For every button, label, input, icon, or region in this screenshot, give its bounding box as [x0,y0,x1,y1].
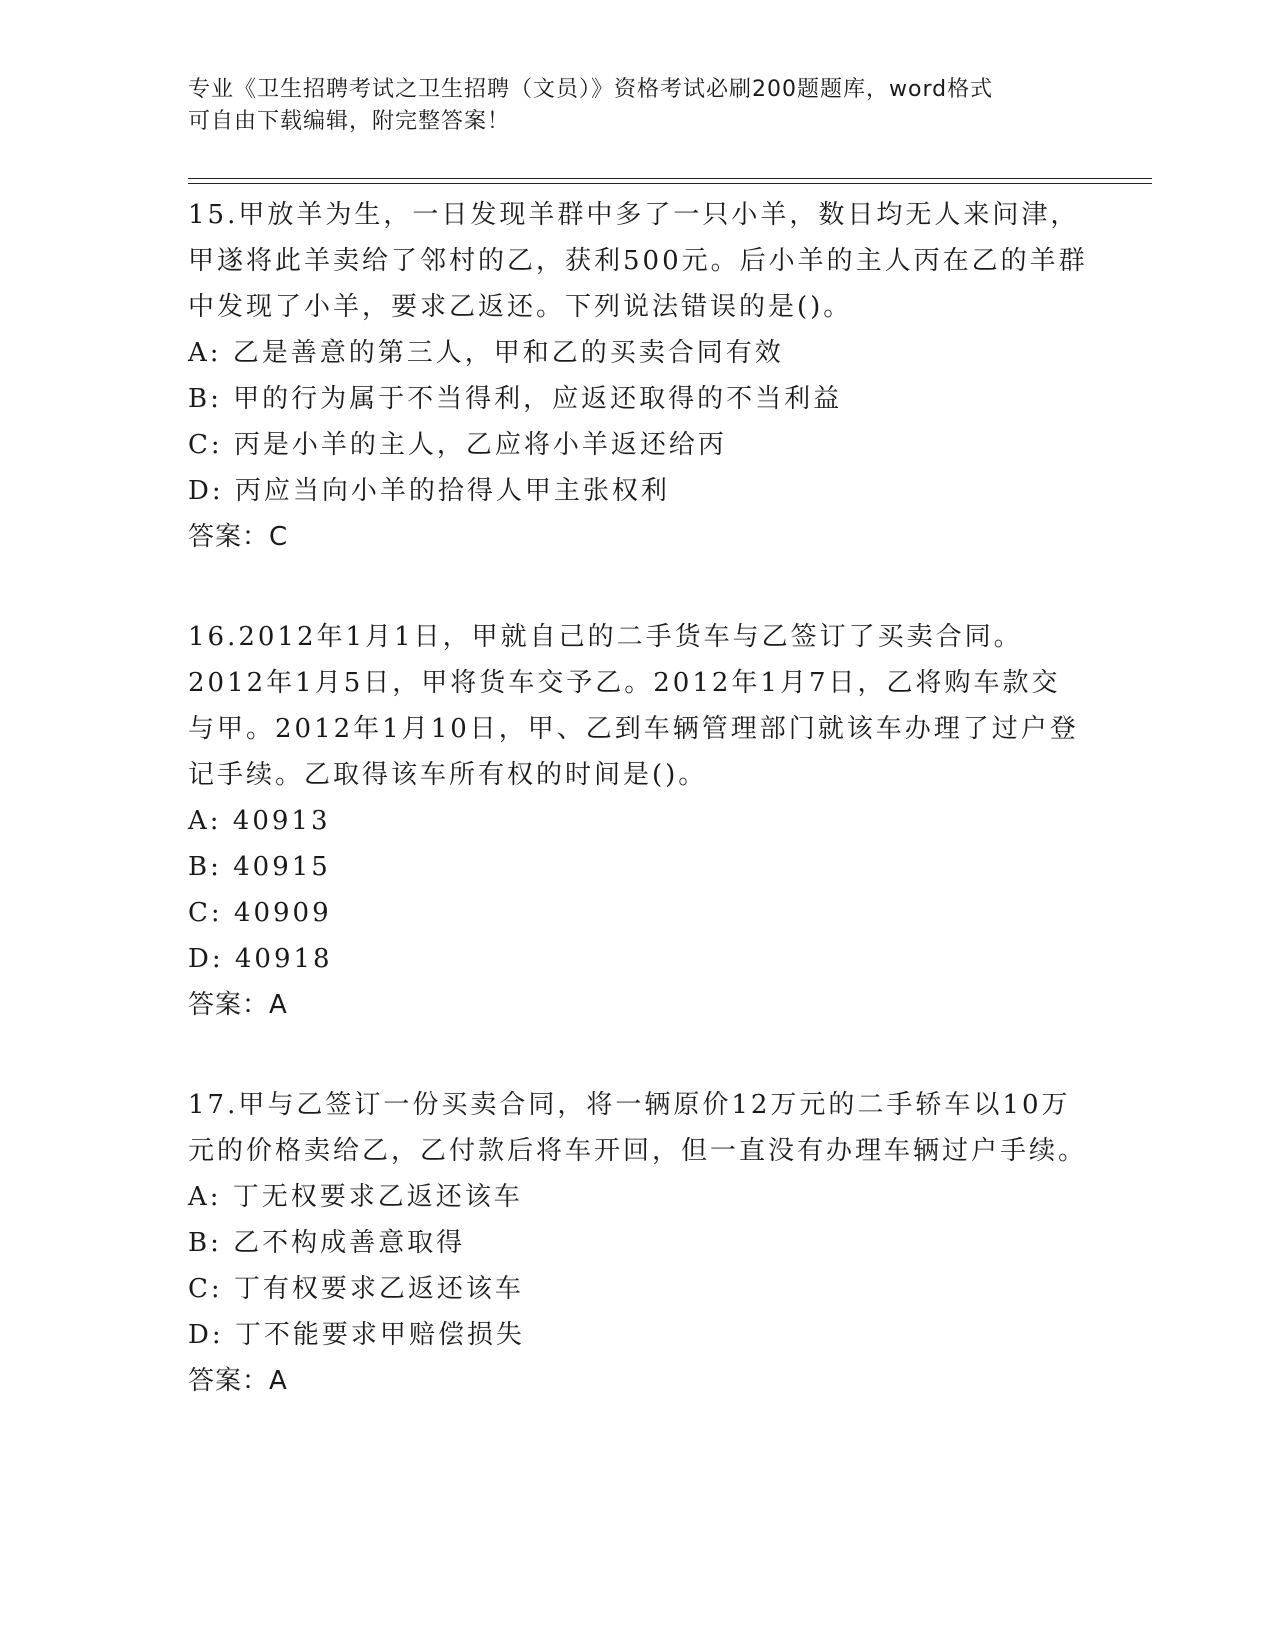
option-b: B: 乙不构成善意取得 [188,1228,466,1258]
option-d: D: 40918 [188,944,333,974]
question-list [188,192,1088,1458]
question-stem: 15.甲放羊为生，一日发现羊群中多了一只小羊，数日均无人来问津，甲遂将此羊卖给了邻村的乙，获利500元。后小羊的主人丙在乙的羊群中发现了小羊，要求乙返还。下列说法错误的是()。 [188,200,1088,322]
answer-line: 答案：A [188,1366,288,1396]
answer-line: 答案：A [188,990,288,1020]
option-a: A: 40913 [188,806,331,836]
option-d: D: 丁不能要求甲赔偿损失 [188,1320,525,1350]
option-c: C: 40909 [188,898,332,928]
question-16 [188,614,1088,1028]
header-line-1: 专业《卫生招聘考试之卫生招聘（文员）》资格考试必刷200题题库，word格式 [188,77,994,102]
answer-line: 答案：C [188,522,289,552]
option-c: C: 丙是小羊的主人，乙应将小羊返还给丙 [188,430,727,460]
option-b: B: 甲的行为属于不当得利，应返还取得的不当利益 [188,384,843,414]
header-rule-top [188,178,1152,179]
header-line-2: 可自由下载编辑，附完整答案！ [188,109,511,134]
header-rule-bottom [188,183,1152,184]
question-17 [188,1082,1088,1404]
option-a: A: 乙是善意的第三人，甲和乙的买卖合同有效 [188,338,784,368]
document-header [188,74,1068,138]
option-d: D: 丙应当向小羊的拾得人甲主张权利 [188,476,670,506]
question-15 [188,192,1088,560]
option-c: C: 丁有权要求乙返还该车 [188,1274,524,1304]
question-stem: 17.甲与乙签订一份买卖合同，将一辆原价12万元的二手轿车以10万元的价格卖给乙，乙付款后将车开回，但一直没有办理车辆过户手续。 [188,1090,1088,1166]
option-b: B: 40915 [188,852,331,882]
option-a: A: 丁无权要求乙返还该车 [188,1182,523,1212]
question-stem: 16.2012年1月1日，甲就自己的二手货车与乙签订了买卖合同。2012年1月5日，甲将货车交予乙。2012年1月7日，乙将购车款交与甲。2012年1月10日，甲、乙到车辆管理部门就该车办理了过户登记手续。乙取得该车所有权的时间是()。 [188,622,1079,790]
